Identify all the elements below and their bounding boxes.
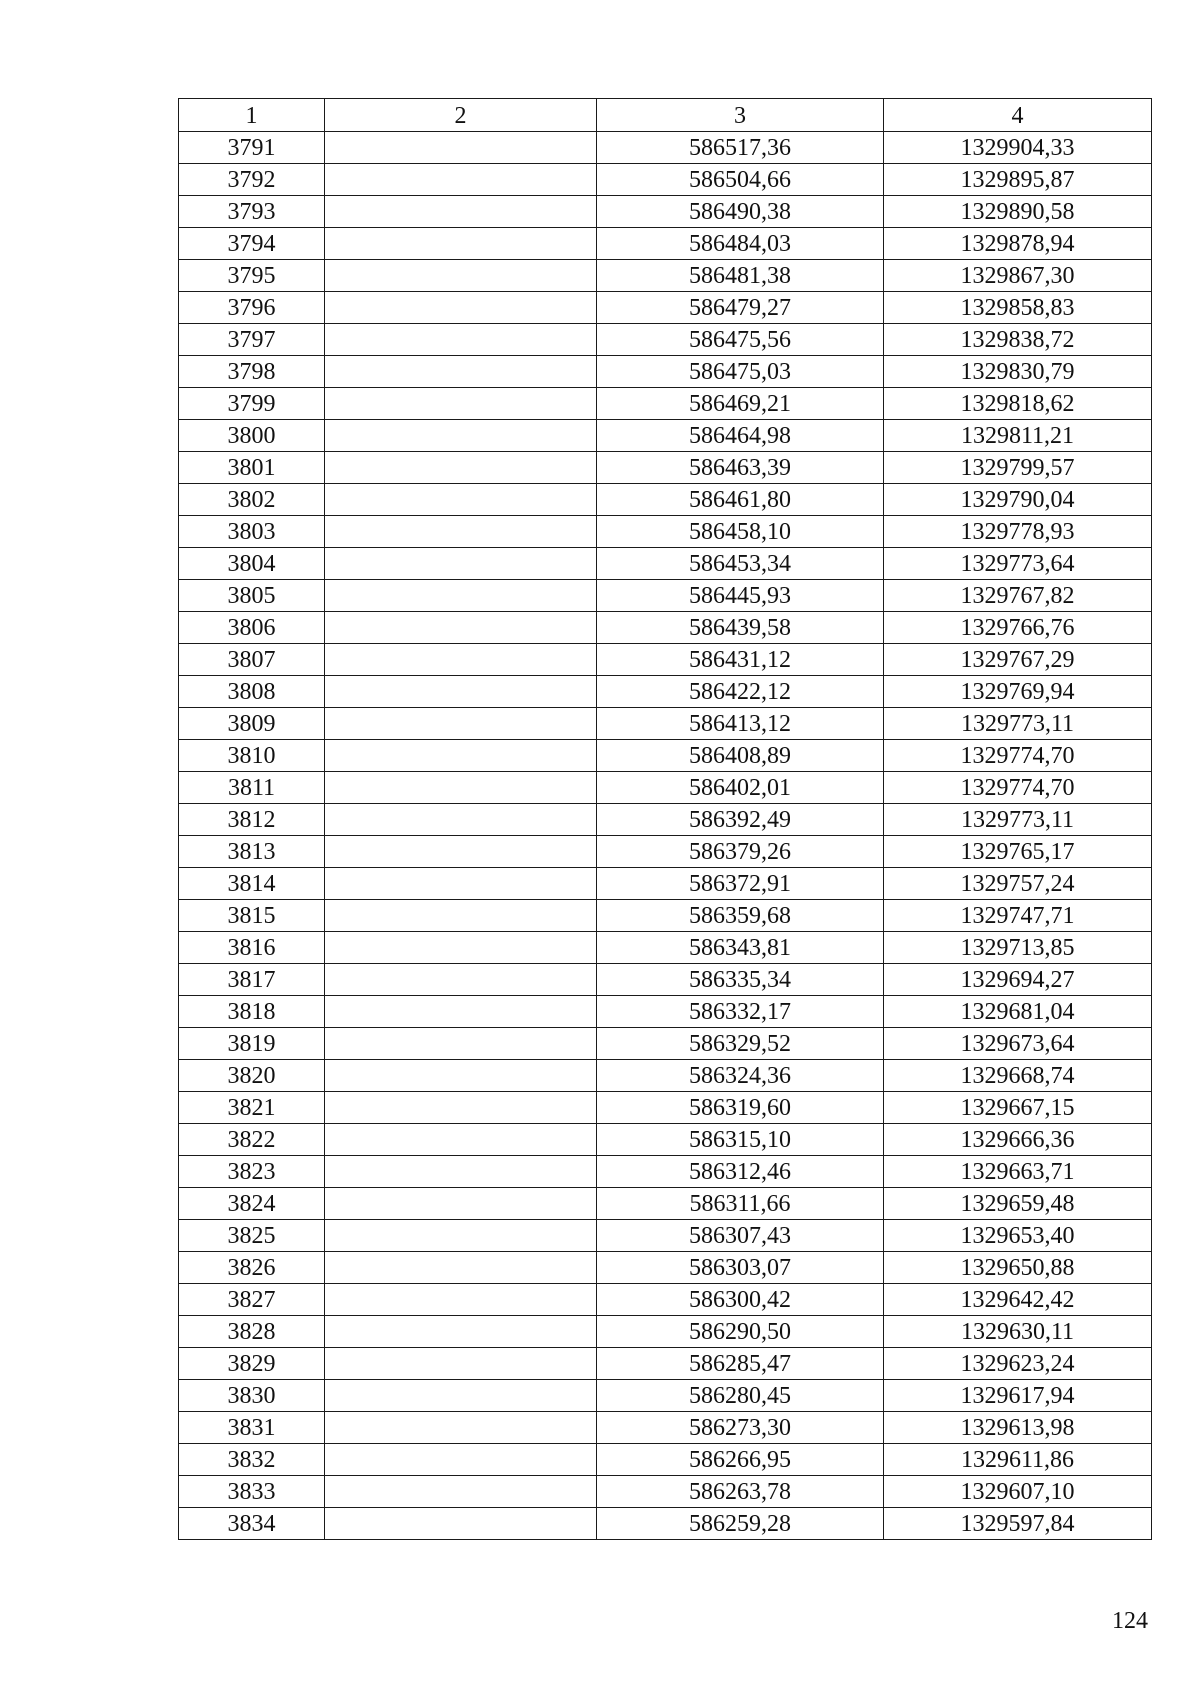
header-row <box>179 99 1152 132</box>
coordinate-y-cell: 1329613,98 <box>884 1412 1152 1444</box>
point-number-cell: 3799 <box>179 388 325 420</box>
table-row <box>179 1028 1152 1060</box>
table-row <box>179 1284 1152 1316</box>
point-number-cell: 3791 <box>179 132 325 164</box>
coordinate-x-cell: 586504,66 <box>597 164 884 196</box>
description-cell <box>325 1380 597 1412</box>
description-cell <box>325 740 597 772</box>
coordinates-table <box>178 98 1152 1540</box>
coordinate-y-cell: 1329668,74 <box>884 1060 1152 1092</box>
coordinate-x-cell: 586259,28 <box>597 1508 884 1540</box>
coordinate-x-cell: 586517,36 <box>597 132 884 164</box>
description-cell <box>325 772 597 804</box>
table-row <box>179 484 1152 516</box>
coordinate-y-cell: 1329790,04 <box>884 484 1152 516</box>
table-row <box>179 964 1152 996</box>
point-number-cell: 3821 <box>179 1092 325 1124</box>
coordinate-x-cell: 586319,60 <box>597 1092 884 1124</box>
point-number-cell: 3802 <box>179 484 325 516</box>
coordinate-y-cell: 1329773,64 <box>884 548 1152 580</box>
coordinate-y-cell: 1329667,15 <box>884 1092 1152 1124</box>
table-row <box>179 1220 1152 1252</box>
point-number-cell: 3798 <box>179 356 325 388</box>
table-row <box>179 1476 1152 1508</box>
description-cell <box>325 708 597 740</box>
coordinate-y-cell: 1329642,42 <box>884 1284 1152 1316</box>
coordinate-y-cell: 1329818,62 <box>884 388 1152 420</box>
table-row <box>179 676 1152 708</box>
coordinate-y-cell: 1329773,11 <box>884 708 1152 740</box>
description-cell <box>325 164 597 196</box>
coordinate-y-cell: 1329878,94 <box>884 228 1152 260</box>
point-number-cell: 3825 <box>179 1220 325 1252</box>
table-row <box>179 644 1152 676</box>
table-row <box>179 132 1152 164</box>
table-row <box>179 740 1152 772</box>
coordinate-y-cell: 1329811,21 <box>884 420 1152 452</box>
point-number-cell: 3812 <box>179 804 325 836</box>
description-cell <box>325 484 597 516</box>
point-number-cell: 3814 <box>179 868 325 900</box>
description-cell <box>325 804 597 836</box>
coordinate-x-cell: 586484,03 <box>597 228 884 260</box>
table-row <box>179 1092 1152 1124</box>
coordinate-x-cell: 586263,78 <box>597 1476 884 1508</box>
description-cell <box>325 1124 597 1156</box>
description-cell <box>325 1188 597 1220</box>
coordinate-y-cell: 1329773,11 <box>884 804 1152 836</box>
coordinate-x-cell: 586475,56 <box>597 324 884 356</box>
coordinate-x-cell: 586311,66 <box>597 1188 884 1220</box>
description-cell <box>325 452 597 484</box>
point-number-cell: 3815 <box>179 900 325 932</box>
coordinate-y-cell: 1329890,58 <box>884 196 1152 228</box>
coordinate-y-cell: 1329681,04 <box>884 996 1152 1028</box>
point-number-cell: 3810 <box>179 740 325 772</box>
description-cell <box>325 580 597 612</box>
coordinate-y-cell: 1329830,79 <box>884 356 1152 388</box>
coordinate-y-cell: 1329650,88 <box>884 1252 1152 1284</box>
point-number-cell: 3796 <box>179 292 325 324</box>
description-cell <box>325 260 597 292</box>
table-row <box>179 1508 1152 1540</box>
description-cell <box>325 1476 597 1508</box>
coordinate-y-cell: 1329767,29 <box>884 644 1152 676</box>
coordinate-y-cell: 1329659,48 <box>884 1188 1152 1220</box>
description-cell <box>325 676 597 708</box>
point-number-cell: 3800 <box>179 420 325 452</box>
point-number-cell: 3794 <box>179 228 325 260</box>
coordinate-y-cell: 1329774,70 <box>884 772 1152 804</box>
coordinate-y-cell: 1329766,76 <box>884 612 1152 644</box>
coordinate-y-cell: 1329617,94 <box>884 1380 1152 1412</box>
table-row <box>179 836 1152 868</box>
description-cell <box>325 516 597 548</box>
description-cell <box>325 356 597 388</box>
description-cell <box>325 1284 597 1316</box>
description-cell <box>325 1220 597 1252</box>
coordinate-y-cell: 1329694,27 <box>884 964 1152 996</box>
point-number-cell: 3820 <box>179 1060 325 1092</box>
description-cell <box>325 932 597 964</box>
coordinate-y-cell: 1329663,71 <box>884 1156 1152 1188</box>
coordinate-x-cell: 586329,52 <box>597 1028 884 1060</box>
table-row <box>179 292 1152 324</box>
table-row <box>179 452 1152 484</box>
coordinate-y-cell: 1329611,86 <box>884 1444 1152 1476</box>
table-row <box>179 1060 1152 1092</box>
coordinate-y-cell: 1329623,24 <box>884 1348 1152 1380</box>
coordinate-x-cell: 586431,12 <box>597 644 884 676</box>
coordinate-x-cell: 586461,80 <box>597 484 884 516</box>
description-cell <box>325 1252 597 1284</box>
table-body <box>179 132 1152 1540</box>
coordinate-y-cell: 1329713,85 <box>884 932 1152 964</box>
coordinate-x-cell: 586285,47 <box>597 1348 884 1380</box>
description-cell <box>325 292 597 324</box>
point-number-cell: 3805 <box>179 580 325 612</box>
point-number-cell: 3824 <box>179 1188 325 1220</box>
column-header-3: 3 <box>597 99 884 132</box>
column-header-1: 1 <box>179 99 325 132</box>
table-row <box>179 612 1152 644</box>
table-row <box>179 1252 1152 1284</box>
description-cell <box>325 324 597 356</box>
description-cell <box>325 836 597 868</box>
description-cell <box>325 644 597 676</box>
description-cell <box>325 1508 597 1540</box>
coordinate-x-cell: 586332,17 <box>597 996 884 1028</box>
point-number-cell: 3817 <box>179 964 325 996</box>
description-cell <box>325 1156 597 1188</box>
description-cell <box>325 900 597 932</box>
description-cell <box>325 132 597 164</box>
coordinate-x-cell: 586379,26 <box>597 836 884 868</box>
table-row <box>179 1156 1152 1188</box>
coordinate-x-cell: 586490,38 <box>597 196 884 228</box>
table-row <box>179 1412 1152 1444</box>
description-cell <box>325 964 597 996</box>
coordinate-x-cell: 586469,21 <box>597 388 884 420</box>
coordinate-x-cell: 586290,50 <box>597 1316 884 1348</box>
point-number-cell: 3827 <box>179 1284 325 1316</box>
coordinate-x-cell: 586422,12 <box>597 676 884 708</box>
coordinate-y-cell: 1329630,11 <box>884 1316 1152 1348</box>
table-row <box>179 996 1152 1028</box>
coordinate-x-cell: 586392,49 <box>597 804 884 836</box>
coordinate-x-cell: 586300,42 <box>597 1284 884 1316</box>
coordinate-y-cell: 1329747,71 <box>884 900 1152 932</box>
table-row <box>179 868 1152 900</box>
point-number-cell: 3822 <box>179 1124 325 1156</box>
coordinate-y-cell: 1329757,24 <box>884 868 1152 900</box>
page-number: 124 <box>1112 1608 1148 1634</box>
coordinate-y-cell: 1329673,64 <box>884 1028 1152 1060</box>
coordinate-x-cell: 586458,10 <box>597 516 884 548</box>
table-row <box>179 900 1152 932</box>
table-row <box>179 708 1152 740</box>
point-number-cell: 3804 <box>179 548 325 580</box>
coordinate-y-cell: 1329607,10 <box>884 1476 1152 1508</box>
description-cell <box>325 228 597 260</box>
point-number-cell: 3818 <box>179 996 325 1028</box>
coordinate-x-cell: 586307,43 <box>597 1220 884 1252</box>
coordinate-y-cell: 1329895,87 <box>884 164 1152 196</box>
table-row <box>179 196 1152 228</box>
description-cell <box>325 612 597 644</box>
point-number-cell: 3797 <box>179 324 325 356</box>
coordinate-x-cell: 586413,12 <box>597 708 884 740</box>
table-row <box>179 1380 1152 1412</box>
description-cell <box>325 1092 597 1124</box>
table-row <box>179 580 1152 612</box>
coordinate-x-cell: 586475,03 <box>597 356 884 388</box>
description-cell <box>325 1060 597 1092</box>
point-number-cell: 3808 <box>179 676 325 708</box>
description-cell <box>325 548 597 580</box>
point-number-cell: 3816 <box>179 932 325 964</box>
table-row <box>179 1316 1152 1348</box>
coordinate-x-cell: 586408,89 <box>597 740 884 772</box>
description-cell <box>325 388 597 420</box>
point-number-cell: 3801 <box>179 452 325 484</box>
point-number-cell: 3806 <box>179 612 325 644</box>
table-row <box>179 388 1152 420</box>
point-number-cell: 3828 <box>179 1316 325 1348</box>
description-cell <box>325 1316 597 1348</box>
coordinate-x-cell: 586481,38 <box>597 260 884 292</box>
table-row <box>179 516 1152 548</box>
description-cell <box>325 1028 597 1060</box>
point-number-cell: 3803 <box>179 516 325 548</box>
table-row <box>179 1124 1152 1156</box>
coordinate-x-cell: 586303,07 <box>597 1252 884 1284</box>
point-number-cell: 3792 <box>179 164 325 196</box>
column-header-4: 4 <box>884 99 1152 132</box>
coordinate-x-cell: 586439,58 <box>597 612 884 644</box>
table-row <box>179 356 1152 388</box>
table-row <box>179 260 1152 292</box>
coordinate-x-cell: 586464,98 <box>597 420 884 452</box>
coordinate-x-cell: 586315,10 <box>597 1124 884 1156</box>
coordinate-x-cell: 586280,45 <box>597 1380 884 1412</box>
table-row <box>179 932 1152 964</box>
coordinate-x-cell: 586312,46 <box>597 1156 884 1188</box>
description-cell <box>325 996 597 1028</box>
point-number-cell: 3809 <box>179 708 325 740</box>
coordinate-y-cell: 1329765,17 <box>884 836 1152 868</box>
column-header-2: 2 <box>325 99 597 132</box>
description-cell <box>325 420 597 452</box>
point-number-cell: 3813 <box>179 836 325 868</box>
table-row <box>179 1188 1152 1220</box>
coordinate-x-cell: 586453,34 <box>597 548 884 580</box>
coordinate-x-cell: 586273,30 <box>597 1412 884 1444</box>
coordinate-y-cell: 1329778,93 <box>884 516 1152 548</box>
point-number-cell: 3807 <box>179 644 325 676</box>
table-row <box>179 1348 1152 1380</box>
coordinate-x-cell: 586402,01 <box>597 772 884 804</box>
description-cell <box>325 868 597 900</box>
point-number-cell: 3826 <box>179 1252 325 1284</box>
point-number-cell: 3830 <box>179 1380 325 1412</box>
point-number-cell: 3795 <box>179 260 325 292</box>
coordinate-x-cell: 586359,68 <box>597 900 884 932</box>
point-number-cell: 3823 <box>179 1156 325 1188</box>
coordinate-y-cell: 1329858,83 <box>884 292 1152 324</box>
coordinate-x-cell: 586343,81 <box>597 932 884 964</box>
coordinate-x-cell: 586479,27 <box>597 292 884 324</box>
description-cell <box>325 196 597 228</box>
description-cell <box>325 1348 597 1380</box>
coordinate-x-cell: 586372,91 <box>597 868 884 900</box>
coordinate-y-cell: 1329666,36 <box>884 1124 1152 1156</box>
point-number-cell: 3833 <box>179 1476 325 1508</box>
coordinate-y-cell: 1329767,82 <box>884 580 1152 612</box>
point-number-cell: 3829 <box>179 1348 325 1380</box>
table-row <box>179 548 1152 580</box>
point-number-cell: 3831 <box>179 1412 325 1444</box>
description-cell <box>325 1444 597 1476</box>
point-number-cell: 3793 <box>179 196 325 228</box>
table-row <box>179 228 1152 260</box>
coordinate-y-cell: 1329838,72 <box>884 324 1152 356</box>
coordinate-x-cell: 586324,36 <box>597 1060 884 1092</box>
coordinate-x-cell: 586335,34 <box>597 964 884 996</box>
table-row <box>179 1444 1152 1476</box>
coordinate-y-cell: 1329904,33 <box>884 132 1152 164</box>
coordinate-y-cell: 1329769,94 <box>884 676 1152 708</box>
coordinate-y-cell: 1329799,57 <box>884 452 1152 484</box>
coordinate-y-cell: 1329867,30 <box>884 260 1152 292</box>
coordinate-x-cell: 586266,95 <box>597 1444 884 1476</box>
point-number-cell: 3819 <box>179 1028 325 1060</box>
table-row <box>179 804 1152 836</box>
description-cell <box>325 1412 597 1444</box>
coordinate-y-cell: 1329774,70 <box>884 740 1152 772</box>
table-row <box>179 324 1152 356</box>
point-number-cell: 3834 <box>179 1508 325 1540</box>
point-number-cell: 3811 <box>179 772 325 804</box>
coordinate-y-cell: 1329597,84 <box>884 1508 1152 1540</box>
table-row <box>179 420 1152 452</box>
coordinate-x-cell: 586445,93 <box>597 580 884 612</box>
table-row <box>179 772 1152 804</box>
coordinate-x-cell: 586463,39 <box>597 452 884 484</box>
point-number-cell: 3832 <box>179 1444 325 1476</box>
coordinate-y-cell: 1329653,40 <box>884 1220 1152 1252</box>
table-header <box>179 99 1152 132</box>
table-row <box>179 164 1152 196</box>
